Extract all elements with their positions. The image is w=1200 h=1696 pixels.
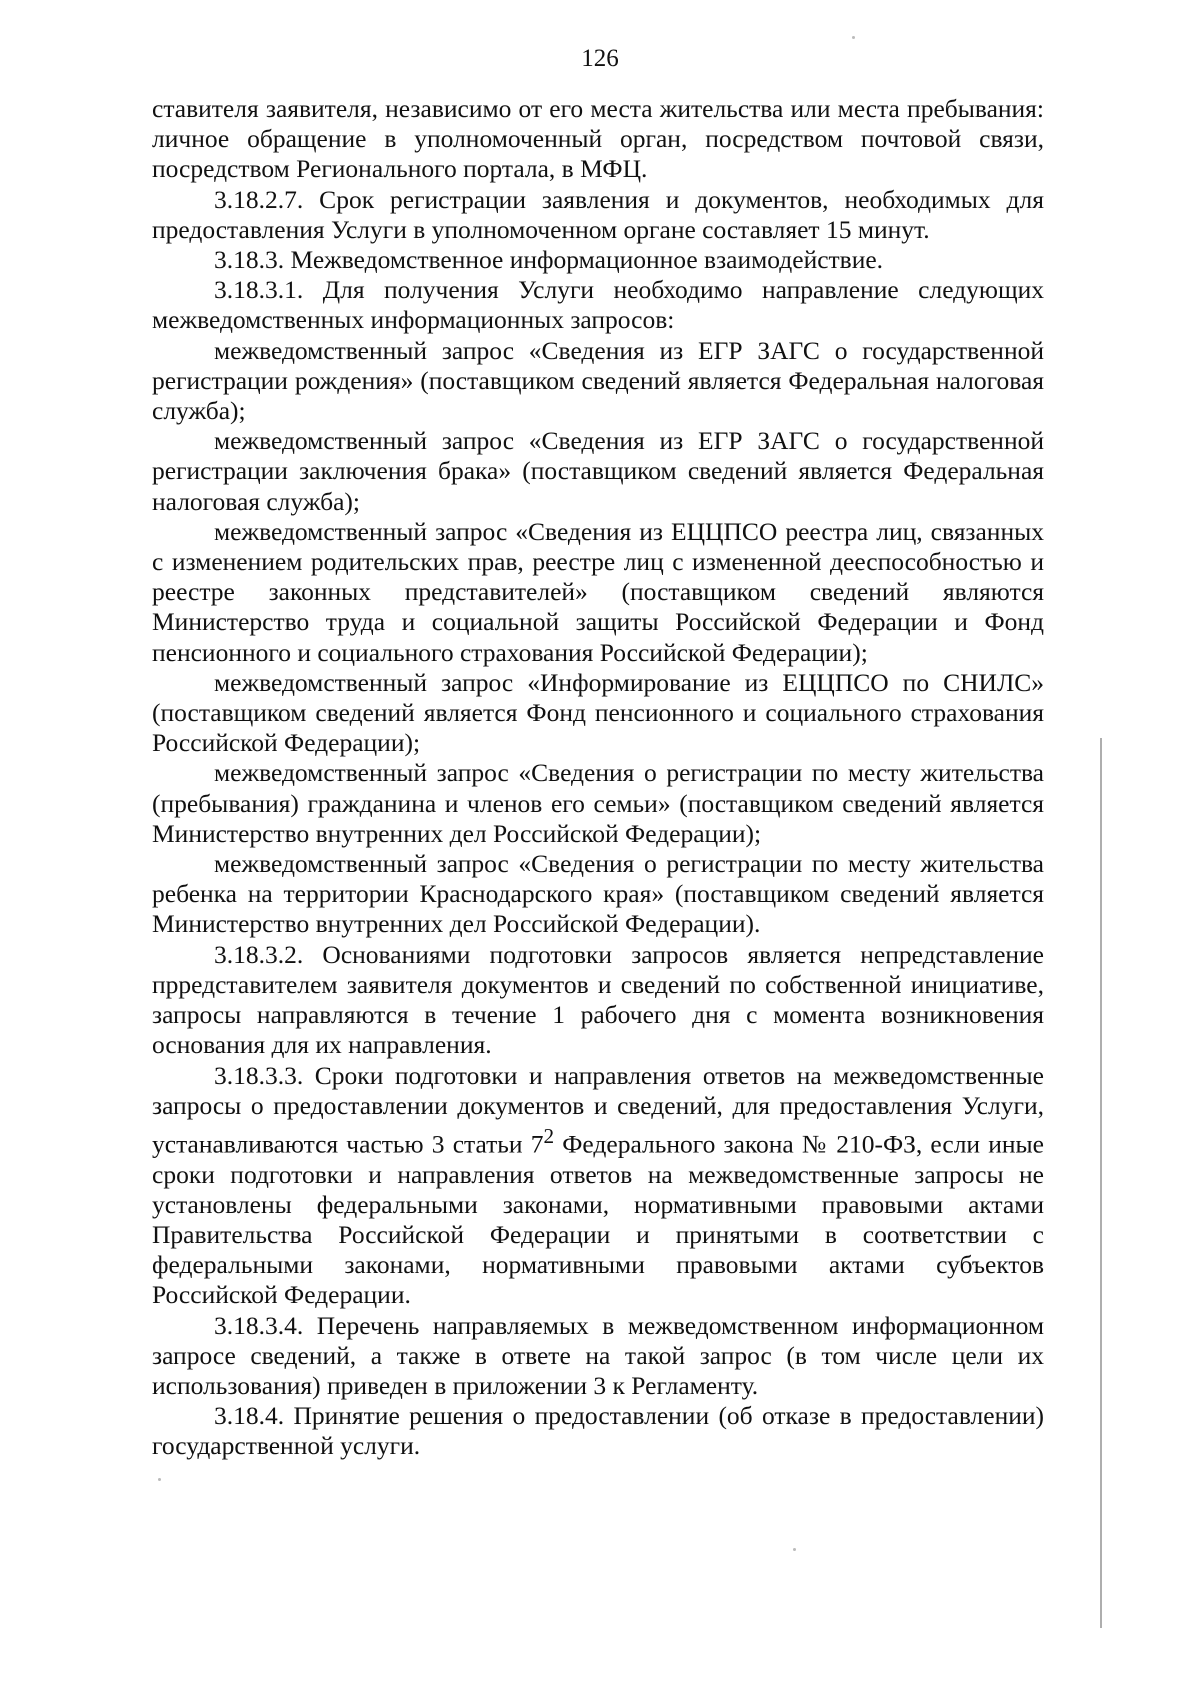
paragraph-continuation: ставителя заявителя, независимо от его места жительства или места пребывания: личное обращение в уполномоченный орган, посредством почтовой связи, посредством Регионального портала, в МФЦ. (152, 94, 1044, 184)
list-item-request-child-residence: межведомственный запрос «Сведения о регистрации по месту жительства ребенка на территории Краснодарского края» (поставщиком сведений является Министерство внутренних дел Российской Федерации). (152, 849, 1044, 939)
paragraph-3-18-4: 3.18.4. Принятие решения о предоставлении (об отказе в предоставлении) государственной услуги. (152, 1401, 1044, 1461)
list-item-request-snils-info: межведомственный запрос «Информирование из ЕЦЦПСО по СНИЛС» (поставщиком сведений является Фонд пенсионного и социального страхования Российской Федерации); (152, 667, 1044, 758)
paragraph-3-18-3-3 (152, 1061, 1044, 1311)
paragraph-3-18-3-2: 3.18.3.2. Основаниями подготовки запросов является непредставление прредставителем заявителя документов и сведений по собственной инициативе, запросы направляются в течение 1 рабочего дня с момента возникновения основания для их направления. (152, 939, 1044, 1060)
list-item-request-family-residence: межведомственный запрос «Сведения о регистрации по месту жительства (пребывания) гражданина и членов его семьи» (поставщиком сведений является Министерство внутренних дел Российской Федерации); (152, 758, 1044, 848)
document-body (152, 94, 1044, 1462)
list-item-request-birth-registration: межведомственный запрос «Сведения из ЕГР ЗАГС о государственной регистрации рождения» (поставщиком сведений является Федеральная налоговая служба); (152, 335, 1044, 426)
paragraph-3-18-3-3-text-before: 3.18.3.3. Сроки подготовки и направления ответов на межведомственные запросы о предоставлении документов и сведений, для предоставления Услуги, устанавливаются частью 3 статьи 7 (152, 1060, 1044, 1159)
page-number: 126 (581, 45, 619, 72)
article-superscript: 2 (543, 1123, 555, 1148)
scan-speck (793, 1548, 796, 1551)
paragraph-3-18-2-7: 3.18.2.7. Срок регистрации заявления и документов, необходимых для предоставления Услуги в уполномоченном органе составляет 15 минут. (152, 184, 1044, 244)
scan-speck (158, 1478, 161, 1481)
list-item-request-parental-rights-registry: межведомственный запрос «Сведения из ЕЦЦПСО реестра лиц, связанных с изменением родительских прав, реестре лиц с измененной дееспособностью и реестре законных представителей» (поставщиком сведений являются Министерство труда и социальной защиты Российской Федерации и Фонд пенсионного и социального страхования Российской Федерации); (152, 516, 1044, 667)
paragraph-3-18-3-3-text-after: Федерального закона № 210-ФЗ, если иные сроки подготовки и направления ответов на межведомственные запросы не установлены федеральными законами, нормативными правовыми актами Правительства Российской Федерации и принятыми в соответствии с федеральными законами, нормативными правовыми актами субъектов Российской Федерации. (152, 1129, 1044, 1310)
scan-edge-line (1100, 738, 1102, 1628)
list-item-request-marriage-registration: межведомственный запрос «Сведения из ЕГР ЗАГС о государственной регистрации заключения брака» (поставщиком сведений является Федеральная налоговая служба); (152, 426, 1044, 516)
paragraph-3-18-3-4: 3.18.3.4. Перечень направляемых в межведомственном информационном запросе сведений, а также в ответе на такой запрос (в том числе цели их использования) приведен в приложении 3 к Регламенту. (152, 1310, 1044, 1401)
scan-speck (852, 36, 855, 39)
paragraph-3-18-3-1: 3.18.3.1. Для получения Услуги необходимо направление следующих межведомственных информационных запросов: (152, 275, 1044, 335)
paragraph-3-18-3: 3.18.3. Межведомственное информационное взаимодействие. (214, 245, 884, 275)
